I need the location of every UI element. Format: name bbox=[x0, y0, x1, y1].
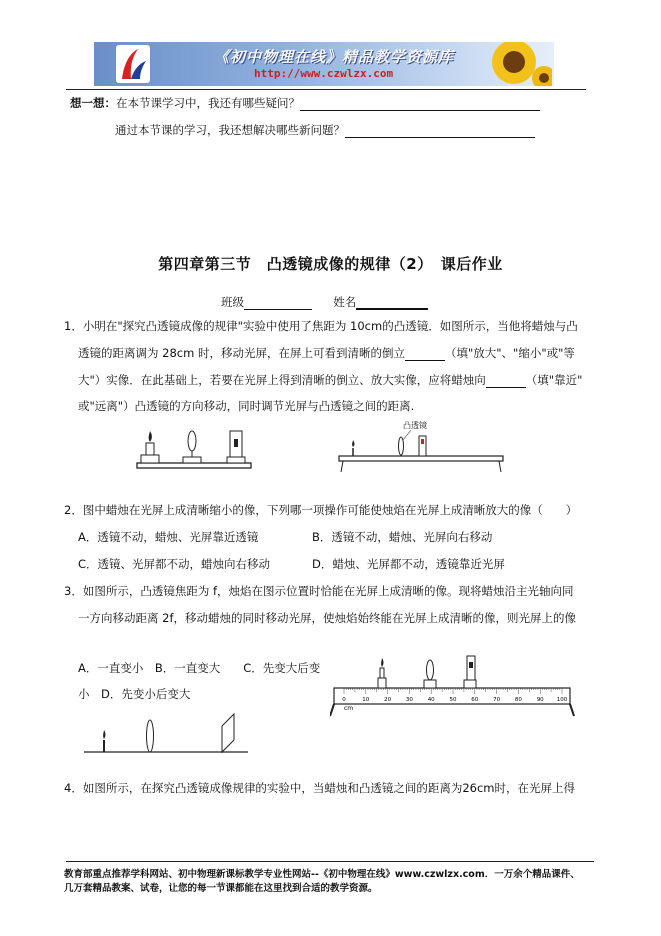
q1-line-3b: （填"靠近" bbox=[525, 373, 583, 387]
header-divider bbox=[66, 89, 586, 90]
ruler-tick-label: 0 bbox=[342, 697, 346, 703]
name-field[interactable] bbox=[356, 308, 428, 310]
ruler-tick-label: 40 bbox=[427, 697, 435, 703]
class-label: 班级 bbox=[221, 295, 244, 309]
q1-line-3a: 大"）实像．在此基础上，若要在光屏上得到清晰的倒立、放大实像，应将蜡烛向 bbox=[78, 373, 486, 387]
q1-blank-1[interactable] bbox=[405, 360, 445, 361]
q3-line-2: 一方向移动距离 2f，移动蜡烛的同时移动光屏，使烛焰始终能在光屏上成清晰的像，则光屏上的像 bbox=[78, 611, 577, 625]
q1-blank-2[interactable] bbox=[486, 387, 526, 388]
answer-blank[interactable] bbox=[345, 137, 535, 138]
q1-line-3 bbox=[78, 372, 582, 388]
q1-line-2b: （填"放大"、"缩小"或"等 bbox=[444, 346, 575, 360]
q2-option-c[interactable]: C．透镜、光屏都不动，蜡烛向右移动 bbox=[78, 557, 271, 571]
q3-ruler-figure bbox=[330, 650, 575, 720]
site-logo bbox=[116, 45, 150, 83]
reflection-question-1: 想一想：在本节课学习中，我还有哪些疑问？ bbox=[70, 95, 540, 111]
reflection-q2-text: 通过本节课的学习，我还想解决哪些新问题？ bbox=[115, 123, 345, 137]
name-label: 姓名 bbox=[333, 295, 357, 309]
ruler-tick-label: 80 bbox=[514, 697, 522, 703]
ruler-tick-label: 50 bbox=[449, 697, 457, 703]
ruler-tick-label: 100 bbox=[556, 697, 568, 703]
q1-lens-setup-figure bbox=[337, 418, 507, 476]
ruler-unit: cm bbox=[344, 705, 354, 712]
sunflower-icon bbox=[482, 42, 552, 86]
q3-line-1: 3．如图所示，凸透镜焦距为 f，烛焰在图示位置时恰能在光屏上成清晰的像。现将蜡烛沿主光轴向同 bbox=[64, 584, 574, 598]
class-field[interactable] bbox=[244, 309, 312, 310]
ruler-tick-label: 20 bbox=[384, 697, 392, 703]
q2-option-a[interactable]: A．透镜不动，蜡烛、光屏靠近透镜 bbox=[78, 530, 259, 544]
reflection-q1-text: 在本节课学习中，我还有哪些疑问？ bbox=[116, 96, 300, 110]
q2-option-b[interactable]: B．透镜不动，蜡烛、光屏向右移动 bbox=[312, 530, 493, 544]
q3-axis-figure bbox=[82, 712, 252, 760]
ruler-tick-label: 70 bbox=[493, 697, 501, 703]
q1-line-4: 或"远离"）凸透镜的方向移动，同时调节光屏与凸透镜之间的距离. bbox=[78, 399, 415, 413]
q3-options-line-1[interactable]: A．一直变小 B．一直变大 C．先变大后变 bbox=[78, 661, 321, 675]
q1-line-1: 1．小明在"探究凸透镜成像的规律"实验中使用了焦距为 10cm的凸透镜．如图所示，当他将蜡烛与凸 bbox=[64, 319, 578, 333]
q2-option-d[interactable]: D．蜡烛、光屏都不动，透镜靠近光屏 bbox=[312, 557, 505, 571]
ruler-tick-label: 30 bbox=[405, 697, 413, 703]
q1-line-2 bbox=[78, 345, 575, 361]
lens-label: 凸透镜 bbox=[403, 421, 427, 430]
answer-blank[interactable] bbox=[300, 110, 540, 111]
q1-line-2a: 透镜的距离调为 28cm 时，移动光屏，在屏上可看到清晰的倒立 bbox=[78, 346, 405, 360]
student-info bbox=[221, 294, 428, 310]
q3-options-line-2[interactable]: 小 D．先变小后变大 bbox=[78, 687, 191, 701]
page-title: 第四章第三节 凸透镜成像的规律（2） 课后作业 bbox=[158, 255, 503, 273]
reflection-question-2 bbox=[115, 122, 535, 138]
footer-divider bbox=[66, 861, 594, 862]
footer-line-1: 教育部重点推荐学科网站、初中物理新课标教学专业性网站--《初中物理在线》www.czwlzx.com．一万余个精品课件、 bbox=[64, 869, 580, 880]
ruler-tick-label: 60 bbox=[471, 697, 479, 703]
banner-url: http://www.czwlzx.com bbox=[254, 67, 394, 80]
q1-optical-bench-figure bbox=[135, 425, 255, 475]
footer-line-2: 几万套精品教案、试卷，让您的每一节课都能在这里找到合适的教学资源。 bbox=[64, 883, 378, 894]
header-banner bbox=[94, 42, 554, 86]
q2-stem: 2．图中蜡烛在光屏上成清晰缩小的像，下列哪一项操作可能使烛焰在光屏上成清晰放大的像（ ） bbox=[64, 503, 578, 517]
banner-title: 《初中物理在线》精品教学资源库 bbox=[214, 48, 455, 66]
q4-line-1: 4．如图所示，在探究凸透镜成像规律的实验中，当蜡烛和凸透镜之间的距离为26cm时，在光屏上得 bbox=[64, 781, 575, 795]
ruler-tick-label: 90 bbox=[536, 697, 544, 703]
reflection-label: 想一想 bbox=[70, 96, 105, 110]
logo-icon bbox=[116, 45, 150, 83]
ruler-tick-label: 10 bbox=[362, 697, 370, 703]
